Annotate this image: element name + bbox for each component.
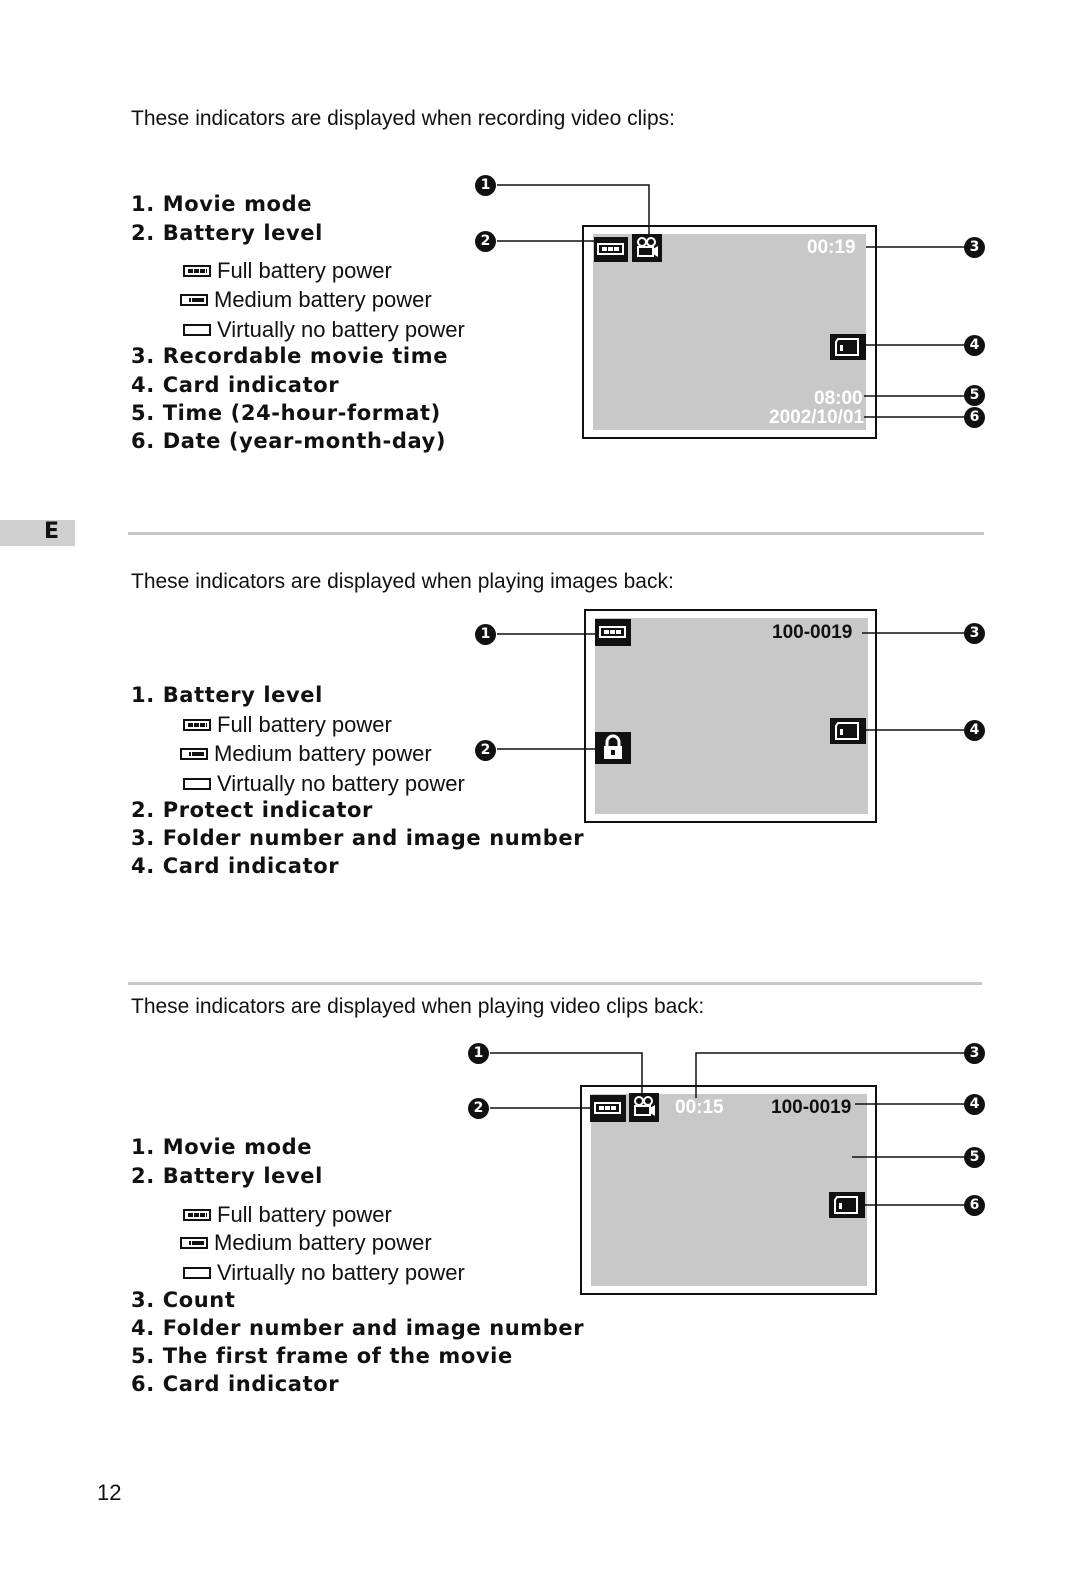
section3-battery-full: Full battery power <box>183 1202 392 1228</box>
section2-battery-empty: Virtually no battery power <box>183 771 465 797</box>
section1-battery-empty: Virtually no battery power <box>183 317 465 343</box>
section1-item-2: 2. Battery level <box>131 221 323 245</box>
section3-item-2: 2. Battery level <box>131 1164 323 1188</box>
clock-date: 2002/10/01 <box>769 407 865 428</box>
section1-battery-medium: Medium battery power <box>180 287 432 313</box>
callout-6: 6 <box>964 1195 985 1216</box>
folder-image-number: 100-0019 <box>772 622 853 643</box>
callout-4: 4 <box>964 720 985 741</box>
section3-item-5: 5. The first frame of the movie <box>131 1344 513 1368</box>
section2-battery-medium: Medium battery power <box>180 741 432 767</box>
section3-intro: These indicators are displayed when playing video clips back: <box>131 995 705 1018</box>
section1-intro: These indicators are displayed when recording video clips: <box>131 107 675 130</box>
section1-item-1: 1. Movie mode <box>131 192 313 216</box>
playback-count: 00:15 <box>675 1097 724 1118</box>
callout-5: 5 <box>964 1147 985 1168</box>
section3-battery-empty: Virtually no battery power <box>183 1260 465 1286</box>
section3-item-3: 3. Count <box>131 1288 236 1312</box>
callout-2: 2 <box>475 231 496 252</box>
section2-item-4: 4. Card indicator <box>131 854 340 878</box>
callout-1: 1 <box>475 175 496 196</box>
section2-item-1: 1. Battery level <box>131 683 323 707</box>
folder-image-number: 100-0019 <box>771 1097 852 1118</box>
section-tab-label: E <box>44 519 60 544</box>
section1-item-4: 4. Card indicator <box>131 373 340 397</box>
callout-2: 2 <box>475 740 496 761</box>
callout-4: 4 <box>964 335 985 356</box>
section1-battery-full: Full battery power <box>183 258 392 284</box>
callout-3: 3 <box>964 623 985 644</box>
callout-3: 3 <box>964 237 985 258</box>
page-number: 12 <box>97 1480 122 1505</box>
section2-item-3: 3. Folder number and image number <box>131 826 585 850</box>
section3-battery-medium: Medium battery power <box>180 1230 432 1256</box>
section1-item-5: 5. Time (24-hour-format) <box>131 401 441 425</box>
callout-1: 1 <box>475 624 496 645</box>
callout-5: 5 <box>964 385 985 406</box>
section3-item-6: 6. Card indicator <box>131 1372 340 1396</box>
section1-item-3: 3. Recordable movie time <box>131 344 449 368</box>
section3-item-1: 1. Movie mode <box>131 1135 313 1159</box>
section3-item-4: 4. Folder number and image number <box>131 1316 585 1340</box>
callout-6: 6 <box>964 407 985 428</box>
callout-1: 1 <box>468 1043 489 1064</box>
recordable-time: 00:19 <box>807 237 856 258</box>
callout-4: 4 <box>964 1094 985 1115</box>
callout-2: 2 <box>468 1098 489 1119</box>
section1-item-6: 6. Date (year-month-day) <box>131 429 447 453</box>
section2-battery-full: Full battery power <box>183 712 392 738</box>
section2-intro: These indicators are displayed when playing images back: <box>131 570 674 593</box>
callout-3: 3 <box>964 1043 985 1064</box>
section2-item-2: 2. Protect indicator <box>131 798 373 822</box>
clock-time: 08:00 <box>814 388 863 409</box>
